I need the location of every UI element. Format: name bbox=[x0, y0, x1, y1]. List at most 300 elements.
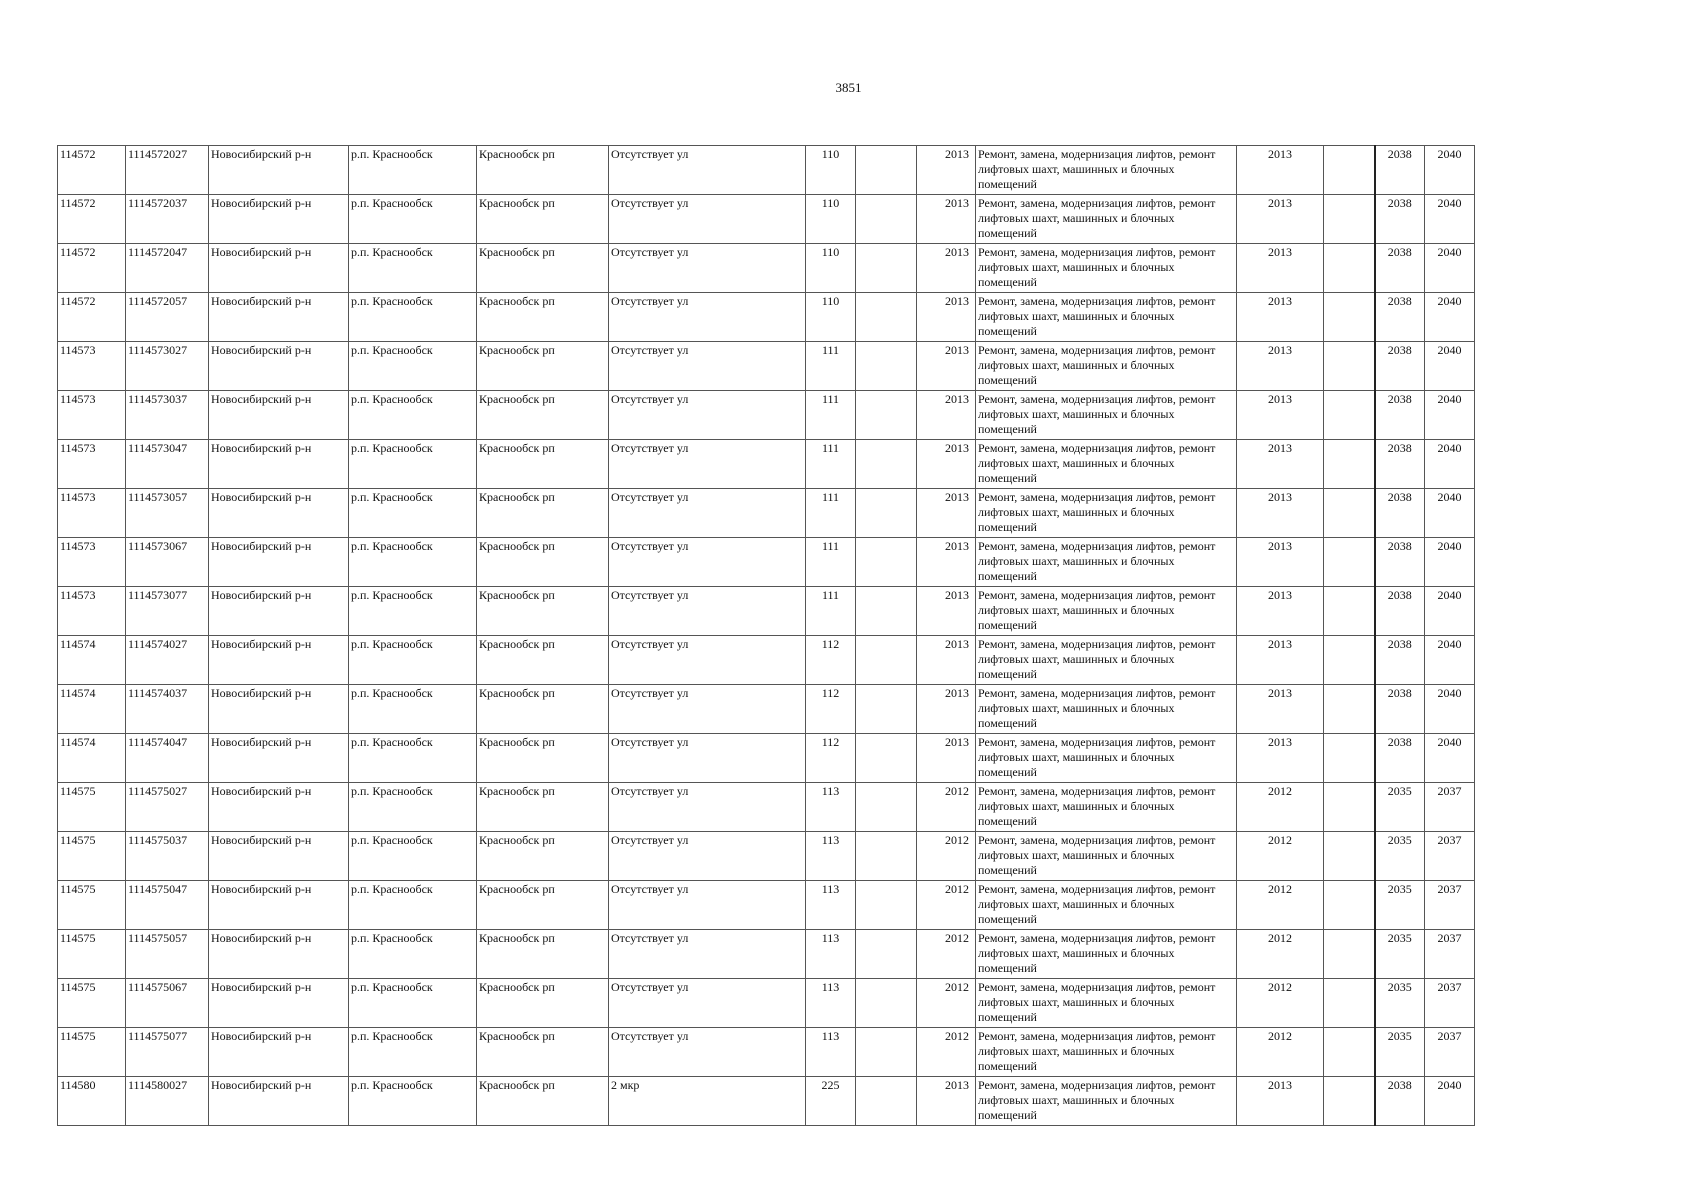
cell-code: 1114575047 bbox=[126, 881, 209, 930]
cell-code: 1114572047 bbox=[126, 244, 209, 293]
cell-id: 114575 bbox=[58, 1028, 126, 1077]
cell-district: Новосибирский р-н bbox=[209, 195, 349, 244]
cell-extra bbox=[856, 195, 917, 244]
cell-extra bbox=[856, 293, 917, 342]
cell-street: Отсутствует ул bbox=[609, 146, 806, 195]
cell-work: Ремонт, замена, модернизация лифтов, ремонт лифтовых шахт, машинных и блочных помещений bbox=[976, 832, 1237, 881]
cell-work-year: 2013 bbox=[1237, 293, 1324, 342]
cell-locality: Краснообск рп bbox=[477, 489, 609, 538]
cell-id: 114573 bbox=[58, 489, 126, 538]
page-number: 3851 bbox=[835, 80, 862, 95]
cell-settlement: р.п. Краснообск bbox=[349, 685, 477, 734]
cell-blank bbox=[1324, 1028, 1375, 1077]
cell-code: 1114575067 bbox=[126, 979, 209, 1028]
cell-work: Ремонт, замена, модернизация лифтов, ремонт лифтовых шахт, машинных и блочных помещений bbox=[976, 1028, 1237, 1077]
cell-street: Отсутствует ул bbox=[609, 489, 806, 538]
cell-id: 114575 bbox=[58, 783, 126, 832]
cell-settlement: р.п. Краснообск bbox=[349, 293, 477, 342]
cell-locality: Краснообск рп bbox=[477, 342, 609, 391]
cell-work: Ремонт, замена, модернизация лифтов, ремонт лифтовых шахт, машинных и блочных помещений bbox=[976, 391, 1237, 440]
cell-district: Новосибирский р-н bbox=[209, 783, 349, 832]
cell-work-year: 2013 bbox=[1237, 146, 1324, 195]
cell-extra bbox=[856, 244, 917, 293]
cell-work: Ремонт, замена, модернизация лифтов, ремонт лифтовых шахт, машинных и блочных помещений bbox=[976, 979, 1237, 1028]
cell-extra bbox=[856, 881, 917, 930]
cell-district: Новосибирский р-н bbox=[209, 146, 349, 195]
cell-extra bbox=[856, 636, 917, 685]
cell-settlement: р.п. Краснообск bbox=[349, 1028, 477, 1077]
cell-period-to: 2040 bbox=[1425, 636, 1475, 685]
cell-settlement: р.п. Краснообск bbox=[349, 342, 477, 391]
cell-house: 111 bbox=[806, 587, 856, 636]
cell-period-from: 2038 bbox=[1375, 293, 1425, 342]
cell-code: 1114574047 bbox=[126, 734, 209, 783]
cell-work-year: 2013 bbox=[1237, 734, 1324, 783]
cell-blank bbox=[1324, 734, 1375, 783]
cell-extra bbox=[856, 930, 917, 979]
cell-period-to: 2040 bbox=[1425, 489, 1475, 538]
cell-district: Новосибирский р-н bbox=[209, 1077, 349, 1126]
cell-district: Новосибирский р-н bbox=[209, 293, 349, 342]
cell-id: 114573 bbox=[58, 391, 126, 440]
cell-district: Новосибирский р-н bbox=[209, 636, 349, 685]
cell-settlement: р.п. Краснообск bbox=[349, 783, 477, 832]
cell-work-year: 2013 bbox=[1237, 391, 1324, 440]
cell-year: 2012 bbox=[917, 1028, 976, 1077]
cell-work-year: 2013 bbox=[1237, 636, 1324, 685]
cell-blank bbox=[1324, 244, 1375, 293]
table-row bbox=[58, 783, 1475, 832]
cell-work-year: 2013 bbox=[1237, 489, 1324, 538]
cell-period-to: 2040 bbox=[1425, 1077, 1475, 1126]
cell-code: 1114573067 bbox=[126, 538, 209, 587]
cell-locality: Краснообск рп bbox=[477, 391, 609, 440]
cell-house: 112 bbox=[806, 685, 856, 734]
cell-period-to: 2040 bbox=[1425, 734, 1475, 783]
cell-locality: Краснообск рп bbox=[477, 881, 609, 930]
cell-blank bbox=[1324, 636, 1375, 685]
cell-locality: Краснообск рп bbox=[477, 244, 609, 293]
cell-street: Отсутствует ул bbox=[609, 587, 806, 636]
cell-district: Новосибирский р-н bbox=[209, 342, 349, 391]
cell-year: 2012 bbox=[917, 930, 976, 979]
cell-work: Ремонт, замена, модернизация лифтов, ремонт лифтовых шахт, машинных и блочных помещений bbox=[976, 685, 1237, 734]
registry-table bbox=[57, 145, 1475, 1126]
cell-period-from: 2038 bbox=[1375, 538, 1425, 587]
cell-code: 1114572037 bbox=[126, 195, 209, 244]
cell-work-year: 2012 bbox=[1237, 832, 1324, 881]
cell-locality: Краснообск рп bbox=[477, 832, 609, 881]
cell-period-to: 2037 bbox=[1425, 783, 1475, 832]
cell-code: 1114575057 bbox=[126, 930, 209, 979]
table-row bbox=[58, 489, 1475, 538]
cell-period-from: 2038 bbox=[1375, 195, 1425, 244]
cell-settlement: р.п. Краснообск bbox=[349, 734, 477, 783]
cell-code: 1114573037 bbox=[126, 391, 209, 440]
cell-code: 1114580027 bbox=[126, 1077, 209, 1126]
cell-year: 2013 bbox=[917, 489, 976, 538]
cell-work-year: 2013 bbox=[1237, 342, 1324, 391]
cell-work-year: 2013 bbox=[1237, 587, 1324, 636]
cell-period-to: 2037 bbox=[1425, 930, 1475, 979]
cell-period-to: 2040 bbox=[1425, 538, 1475, 587]
cell-work: Ремонт, замена, модернизация лифтов, ремонт лифтовых шахт, машинных и блочных помещений bbox=[976, 146, 1237, 195]
cell-id: 114575 bbox=[58, 832, 126, 881]
cell-year: 2013 bbox=[917, 440, 976, 489]
table-row bbox=[58, 342, 1475, 391]
cell-period-to: 2037 bbox=[1425, 1028, 1475, 1077]
cell-street: Отсутствует ул bbox=[609, 881, 806, 930]
cell-period-from: 2038 bbox=[1375, 685, 1425, 734]
cell-code: 1114573027 bbox=[126, 342, 209, 391]
cell-work: Ремонт, замена, модернизация лифтов, ремонт лифтовых шахт, машинных и блочных помещений bbox=[976, 195, 1237, 244]
cell-street: Отсутствует ул bbox=[609, 783, 806, 832]
cell-period-from: 2035 bbox=[1375, 1028, 1425, 1077]
cell-locality: Краснообск рп bbox=[477, 293, 609, 342]
table-row bbox=[58, 195, 1475, 244]
cell-period-from: 2035 bbox=[1375, 930, 1425, 979]
cell-district: Новосибирский р-н bbox=[209, 979, 349, 1028]
cell-street: Отсутствует ул bbox=[609, 832, 806, 881]
cell-settlement: р.п. Краснообск bbox=[349, 832, 477, 881]
cell-blank bbox=[1324, 832, 1375, 881]
table-row bbox=[58, 244, 1475, 293]
cell-year: 2013 bbox=[917, 538, 976, 587]
cell-district: Новосибирский р-н bbox=[209, 832, 349, 881]
cell-code: 1114575027 bbox=[126, 783, 209, 832]
cell-blank bbox=[1324, 538, 1375, 587]
cell-blank bbox=[1324, 293, 1375, 342]
cell-period-to: 2040 bbox=[1425, 244, 1475, 293]
cell-house: 112 bbox=[806, 636, 856, 685]
cell-locality: Краснообск рп bbox=[477, 979, 609, 1028]
cell-street: 2 мкр bbox=[609, 1077, 806, 1126]
cell-extra bbox=[856, 587, 917, 636]
cell-id: 114572 bbox=[58, 244, 126, 293]
cell-blank bbox=[1324, 489, 1375, 538]
cell-extra bbox=[856, 685, 917, 734]
cell-work: Ремонт, замена, модернизация лифтов, ремонт лифтовых шахт, машинных и блочных помещений bbox=[976, 440, 1237, 489]
cell-work-year: 2012 bbox=[1237, 783, 1324, 832]
cell-work: Ремонт, замена, модернизация лифтов, ремонт лифтовых шахт, машинных и блочных помещений bbox=[976, 244, 1237, 293]
cell-year: 2013 bbox=[917, 734, 976, 783]
cell-work: Ремонт, замена, модернизация лифтов, ремонт лифтовых шахт, машинных и блочных помещений bbox=[976, 930, 1237, 979]
cell-settlement: р.п. Краснообск bbox=[349, 636, 477, 685]
cell-extra bbox=[856, 146, 917, 195]
cell-period-to: 2040 bbox=[1425, 685, 1475, 734]
cell-district: Новосибирский р-н bbox=[209, 489, 349, 538]
cell-work-year: 2013 bbox=[1237, 685, 1324, 734]
cell-settlement: р.п. Краснообск bbox=[349, 146, 477, 195]
cell-work-year: 2012 bbox=[1237, 930, 1324, 979]
cell-locality: Краснообск рп bbox=[477, 195, 609, 244]
cell-locality: Краснообск рп bbox=[477, 734, 609, 783]
cell-work: Ремонт, замена, модернизация лифтов, ремонт лифтовых шахт, машинных и блочных помещений bbox=[976, 538, 1237, 587]
cell-street: Отсутствует ул bbox=[609, 293, 806, 342]
cell-period-from: 2038 bbox=[1375, 342, 1425, 391]
cell-code: 1114572057 bbox=[126, 293, 209, 342]
cell-district: Новосибирский р-н bbox=[209, 538, 349, 587]
cell-house: 111 bbox=[806, 538, 856, 587]
cell-period-from: 2038 bbox=[1375, 636, 1425, 685]
cell-year: 2013 bbox=[917, 391, 976, 440]
cell-street: Отсутствует ул bbox=[609, 930, 806, 979]
cell-year: 2013 bbox=[917, 195, 976, 244]
cell-period-to: 2037 bbox=[1425, 881, 1475, 930]
cell-house: 110 bbox=[806, 244, 856, 293]
cell-id: 114573 bbox=[58, 538, 126, 587]
cell-period-from: 2035 bbox=[1375, 979, 1425, 1028]
cell-blank bbox=[1324, 783, 1375, 832]
cell-district: Новосибирский р-н bbox=[209, 587, 349, 636]
cell-extra bbox=[856, 1077, 917, 1126]
cell-period-from: 2038 bbox=[1375, 587, 1425, 636]
cell-period-to: 2037 bbox=[1425, 979, 1475, 1028]
cell-blank bbox=[1324, 342, 1375, 391]
cell-house: 111 bbox=[806, 489, 856, 538]
cell-street: Отсутствует ул bbox=[609, 979, 806, 1028]
cell-code: 1114575037 bbox=[126, 832, 209, 881]
cell-district: Новосибирский р-н bbox=[209, 440, 349, 489]
cell-id: 114574 bbox=[58, 636, 126, 685]
cell-locality: Краснообск рп bbox=[477, 440, 609, 489]
cell-code: 1114575077 bbox=[126, 1028, 209, 1077]
cell-settlement: р.п. Краснообск bbox=[349, 195, 477, 244]
cell-locality: Краснообск рп bbox=[477, 1028, 609, 1077]
cell-period-to: 2040 bbox=[1425, 587, 1475, 636]
cell-period-from: 2035 bbox=[1375, 832, 1425, 881]
cell-extra bbox=[856, 1028, 917, 1077]
cell-extra bbox=[856, 538, 917, 587]
cell-district: Новосибирский р-н bbox=[209, 244, 349, 293]
cell-work-year: 2013 bbox=[1237, 440, 1324, 489]
cell-work-year: 2012 bbox=[1237, 881, 1324, 930]
cell-work: Ремонт, замена, модернизация лифтов, ремонт лифтовых шахт, машинных и блочных помещений bbox=[976, 489, 1237, 538]
cell-extra bbox=[856, 979, 917, 1028]
cell-period-to: 2040 bbox=[1425, 293, 1475, 342]
cell-id: 114573 bbox=[58, 587, 126, 636]
cell-street: Отсутствует ул bbox=[609, 244, 806, 293]
cell-work: Ремонт, замена, модернизация лифтов, ремонт лифтовых шахт, машинных и блочных помещений bbox=[976, 636, 1237, 685]
cell-street: Отсутствует ул bbox=[609, 195, 806, 244]
cell-id: 114573 bbox=[58, 440, 126, 489]
cell-work: Ремонт, замена, модернизация лифтов, ремонт лифтовых шахт, машинных и блочных помещений bbox=[976, 342, 1237, 391]
cell-house: 113 bbox=[806, 979, 856, 1028]
cell-house: 113 bbox=[806, 832, 856, 881]
cell-id: 114573 bbox=[58, 342, 126, 391]
cell-settlement: р.п. Краснообск bbox=[349, 881, 477, 930]
table-row bbox=[58, 587, 1475, 636]
cell-settlement: р.п. Краснообск bbox=[349, 489, 477, 538]
cell-blank bbox=[1324, 440, 1375, 489]
cell-work: Ремонт, замена, модернизация лифтов, ремонт лифтовых шахт, машинных и блочных помещений bbox=[976, 587, 1237, 636]
table-row bbox=[58, 734, 1475, 783]
cell-street: Отсутствует ул bbox=[609, 734, 806, 783]
cell-period-to: 2037 bbox=[1425, 832, 1475, 881]
cell-extra bbox=[856, 734, 917, 783]
table-body bbox=[58, 146, 1475, 1126]
cell-house: 110 bbox=[806, 195, 856, 244]
cell-blank bbox=[1324, 195, 1375, 244]
cell-street: Отсутствует ул bbox=[609, 391, 806, 440]
cell-street: Отсутствует ул bbox=[609, 685, 806, 734]
cell-district: Новосибирский р-н bbox=[209, 1028, 349, 1077]
cell-house: 111 bbox=[806, 391, 856, 440]
cell-period-from: 2038 bbox=[1375, 1077, 1425, 1126]
cell-period-from: 2038 bbox=[1375, 391, 1425, 440]
cell-extra bbox=[856, 489, 917, 538]
cell-year: 2012 bbox=[917, 783, 976, 832]
cell-extra bbox=[856, 391, 917, 440]
cell-work: Ремонт, замена, модернизация лифтов, ремонт лифтовых шахт, машинных и блочных помещений bbox=[976, 1077, 1237, 1126]
table-row bbox=[58, 1028, 1475, 1077]
cell-extra bbox=[856, 342, 917, 391]
cell-work-year: 2013 bbox=[1237, 244, 1324, 293]
table-row bbox=[58, 881, 1475, 930]
cell-work: Ремонт, замена, модернизация лифтов, ремонт лифтовых шахт, машинных и блочных помещений bbox=[976, 881, 1237, 930]
cell-blank bbox=[1324, 930, 1375, 979]
cell-year: 2012 bbox=[917, 881, 976, 930]
cell-locality: Краснообск рп bbox=[477, 1077, 609, 1126]
cell-street: Отсутствует ул bbox=[609, 538, 806, 587]
cell-house: 111 bbox=[806, 440, 856, 489]
cell-district: Новосибирский р-н bbox=[209, 881, 349, 930]
table-row bbox=[58, 538, 1475, 587]
cell-blank bbox=[1324, 587, 1375, 636]
cell-id: 114572 bbox=[58, 146, 126, 195]
cell-code: 1114573047 bbox=[126, 440, 209, 489]
cell-extra bbox=[856, 832, 917, 881]
cell-year: 2012 bbox=[917, 832, 976, 881]
cell-locality: Краснообск рп bbox=[477, 146, 609, 195]
table-row bbox=[58, 146, 1475, 195]
cell-work-year: 2013 bbox=[1237, 1077, 1324, 1126]
cell-code: 1114574027 bbox=[126, 636, 209, 685]
cell-blank bbox=[1324, 391, 1375, 440]
cell-year: 2012 bbox=[917, 979, 976, 1028]
cell-district: Новосибирский р-н bbox=[209, 930, 349, 979]
table-row bbox=[58, 930, 1475, 979]
cell-blank bbox=[1324, 685, 1375, 734]
cell-work: Ремонт, замена, модернизация лифтов, ремонт лифтовых шахт, машинных и блочных помещений bbox=[976, 734, 1237, 783]
cell-house: 113 bbox=[806, 930, 856, 979]
cell-id: 114575 bbox=[58, 979, 126, 1028]
cell-locality: Краснообск рп bbox=[477, 587, 609, 636]
cell-settlement: р.п. Краснообск bbox=[349, 930, 477, 979]
cell-work: Ремонт, замена, модернизация лифтов, ремонт лифтовых шахт, машинных и блочных помещений bbox=[976, 783, 1237, 832]
cell-street: Отсутствует ул bbox=[609, 342, 806, 391]
cell-period-to: 2040 bbox=[1425, 195, 1475, 244]
cell-code: 1114572027 bbox=[126, 146, 209, 195]
cell-blank bbox=[1324, 1077, 1375, 1126]
cell-extra bbox=[856, 440, 917, 489]
cell-street: Отсутствует ул bbox=[609, 440, 806, 489]
cell-house: 113 bbox=[806, 783, 856, 832]
cell-period-from: 2038 bbox=[1375, 734, 1425, 783]
cell-year: 2013 bbox=[917, 293, 976, 342]
cell-locality: Краснообск рп bbox=[477, 930, 609, 979]
cell-blank bbox=[1324, 979, 1375, 1028]
cell-year: 2013 bbox=[917, 1077, 976, 1126]
cell-house: 110 bbox=[806, 293, 856, 342]
cell-settlement: р.п. Краснообск bbox=[349, 587, 477, 636]
cell-work-year: 2012 bbox=[1237, 979, 1324, 1028]
cell-year: 2013 bbox=[917, 587, 976, 636]
cell-id: 114580 bbox=[58, 1077, 126, 1126]
cell-code: 1114573057 bbox=[126, 489, 209, 538]
cell-house: 113 bbox=[806, 1028, 856, 1077]
cell-work-year: 2013 bbox=[1237, 538, 1324, 587]
cell-period-from: 2035 bbox=[1375, 881, 1425, 930]
cell-house: 112 bbox=[806, 734, 856, 783]
cell-id: 114575 bbox=[58, 930, 126, 979]
cell-house: 110 bbox=[806, 146, 856, 195]
table-row bbox=[58, 832, 1475, 881]
cell-blank bbox=[1324, 146, 1375, 195]
cell-year: 2013 bbox=[917, 244, 976, 293]
cell-locality: Краснообск рп bbox=[477, 636, 609, 685]
cell-settlement: р.п. Краснообск bbox=[349, 979, 477, 1028]
cell-blank bbox=[1324, 881, 1375, 930]
cell-locality: Краснообск рп bbox=[477, 783, 609, 832]
cell-work-year: 2013 bbox=[1237, 195, 1324, 244]
cell-id: 114572 bbox=[58, 293, 126, 342]
cell-year: 2013 bbox=[917, 685, 976, 734]
cell-work-year: 2012 bbox=[1237, 1028, 1324, 1077]
cell-period-from: 2038 bbox=[1375, 146, 1425, 195]
table-row bbox=[58, 293, 1475, 342]
table-row bbox=[58, 979, 1475, 1028]
cell-locality: Краснообск рп bbox=[477, 685, 609, 734]
cell-period-to: 2040 bbox=[1425, 146, 1475, 195]
table-row bbox=[58, 1077, 1475, 1126]
cell-work: Ремонт, замена, модернизация лифтов, ремонт лифтовых шахт, машинных и блочных помещений bbox=[976, 293, 1237, 342]
cell-period-from: 2035 bbox=[1375, 783, 1425, 832]
cell-period-from: 2038 bbox=[1375, 440, 1425, 489]
cell-street: Отсутствует ул bbox=[609, 636, 806, 685]
cell-street: Отсутствует ул bbox=[609, 1028, 806, 1077]
table-row bbox=[58, 391, 1475, 440]
cell-period-to: 2040 bbox=[1425, 391, 1475, 440]
cell-id: 114574 bbox=[58, 734, 126, 783]
cell-period-to: 2040 bbox=[1425, 440, 1475, 489]
cell-extra bbox=[856, 783, 917, 832]
cell-code: 1114573077 bbox=[126, 587, 209, 636]
cell-year: 2013 bbox=[917, 146, 976, 195]
cell-id: 114574 bbox=[58, 685, 126, 734]
cell-period-from: 2038 bbox=[1375, 244, 1425, 293]
cell-id: 114572 bbox=[58, 195, 126, 244]
table-row bbox=[58, 440, 1475, 489]
cell-settlement: р.п. Краснообск bbox=[349, 1077, 477, 1126]
cell-settlement: р.п. Краснообск bbox=[349, 244, 477, 293]
cell-period-from: 2038 bbox=[1375, 489, 1425, 538]
cell-district: Новосибирский р-н bbox=[209, 391, 349, 440]
cell-settlement: р.п. Краснообск bbox=[349, 440, 477, 489]
cell-district: Новосибирский р-н bbox=[209, 734, 349, 783]
cell-settlement: р.п. Краснообск bbox=[349, 391, 477, 440]
cell-house: 111 bbox=[806, 342, 856, 391]
cell-house: 225 bbox=[806, 1077, 856, 1126]
cell-year: 2013 bbox=[917, 636, 976, 685]
table-row bbox=[58, 636, 1475, 685]
cell-locality: Краснообск рп bbox=[477, 538, 609, 587]
cell-id: 114575 bbox=[58, 881, 126, 930]
cell-house: 113 bbox=[806, 881, 856, 930]
cell-period-to: 2040 bbox=[1425, 342, 1475, 391]
cell-settlement: р.п. Краснообск bbox=[349, 538, 477, 587]
cell-code: 1114574037 bbox=[126, 685, 209, 734]
